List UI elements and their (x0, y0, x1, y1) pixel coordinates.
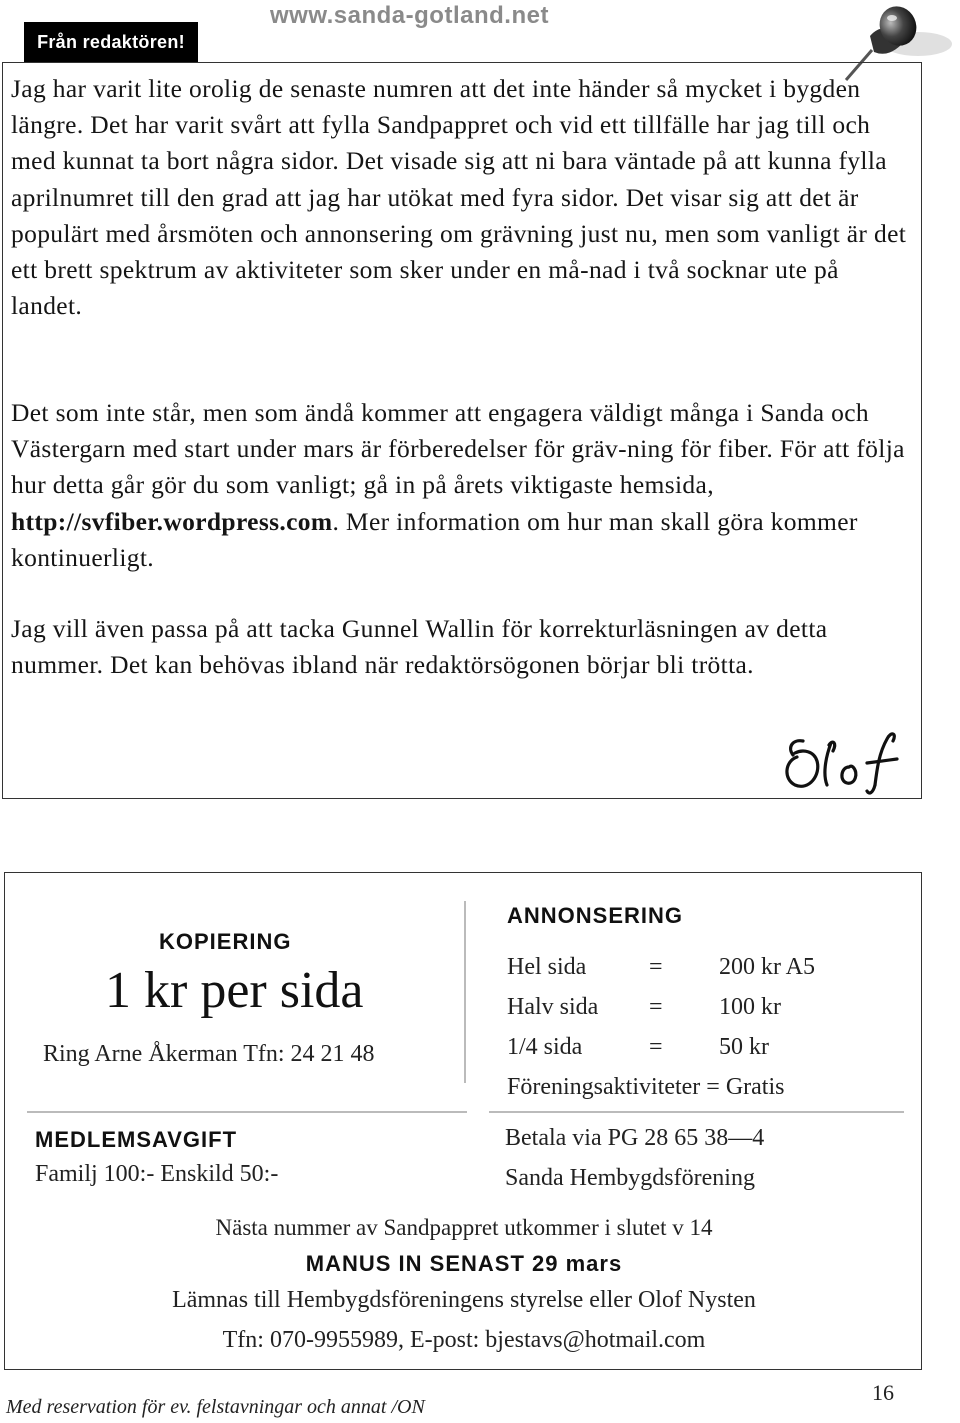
payment-account: Betala via PG 28 65 38—4 (505, 1125, 765, 1151)
medlemsavgift-fees: Familj 100:- Enskild 50:- (35, 1161, 279, 1187)
price-value: 50 kr (719, 1034, 769, 1060)
annonsering-heading: ANNONSERING (507, 903, 684, 928)
submit-to-text: Lämnas till Hembygdsföreningens styrelse eller Olof Nysten (172, 1287, 756, 1313)
price-equals: = (649, 994, 663, 1020)
price-item: Halv sida (507, 994, 599, 1020)
price-equals: = (649, 954, 663, 980)
payment-recipient: Sanda Hembygdsförening (505, 1165, 755, 1191)
medlemsavgift-heading: MEDLEMSAVGIFT (35, 1127, 238, 1152)
paragraph-text: . Mer information om hur man skall göra kommer kontinuerligt. (11, 506, 858, 572)
price-item: 1/4 sida (507, 1034, 583, 1060)
page-number: 16 (872, 1380, 894, 1405)
paragraph-text: Det som inte står, men som ändå kommer att engagera väldigt många i Sanda och Västergarn med start under mars är förberedelser för gräv-ning för fiber. För att följa hur detta går gör du som vanligt; gå in på årets viktigaste hemsida, (11, 398, 905, 500)
website-url[interactable]: www.sanda-gotland.net (270, 2, 549, 29)
horizontal-divider (489, 1111, 904, 1113)
kopiering-heading: KOPIERING (159, 929, 292, 954)
footer-note: Med reservation för ev. felstavningar och annat /ON (6, 1396, 425, 1418)
annonsering-extra: Föreningsaktiviteter = Gratis (507, 1074, 785, 1100)
kopiering-contact: Ring Arne Åkerman Tfn: 24 21 48 (43, 1041, 375, 1067)
price-value: 200 kr A5 (719, 954, 815, 980)
editorial-paragraph-2 (11, 395, 911, 576)
deadline-text: MANUS IN SENAST 29 mars (305, 1251, 623, 1276)
info-box (4, 872, 922, 1370)
section-badge: Från redaktören! (24, 22, 198, 62)
horizontal-divider (27, 1111, 467, 1113)
handwritten-signature (779, 723, 909, 795)
kopiering-price: 1 kr per sida (105, 962, 364, 1019)
next-issue-text: Nästa nummer av Sandpappret utkommer i slutet v 14 (215, 1215, 713, 1240)
svfiber-link[interactable]: http://svfiber.wordpress.com (11, 506, 333, 536)
price-equals: = (649, 1034, 663, 1060)
editorial-paragraph-3: Jag vill även passa på att tacka Gunnel Wallin för korrekturläsningen av detta nummer. Det kan behövas ibland när redaktörsögonen börjar bli trötta. (11, 614, 828, 680)
price-value: 100 kr (719, 994, 781, 1020)
vertical-divider (464, 901, 466, 1083)
price-item: Hel sida (507, 954, 587, 980)
contact-info: Tfn: 070-9955989, E-post: bjestavs@hotmail.com (222, 1327, 706, 1353)
editorial-box (2, 62, 922, 799)
editorial-paragraph-1: Jag har varit lite orolig de senaste numren att det inte händer så mycket i bygden längre. Det har varit svårt att fylla Sandpappret och vid ett tillfälle har jag till och med kunnat ta bort några sidor. Det visade sig att ni bara väntade på att kunna fylla aprilnumret till den grad att jag har utökat med fyra sidor. Det visar sig att det är populärt med årsmöten och annonsering om grävning just nu, men som vanligt är det ett brett spektrum av aktiviteter som sker under en må-nad i två socknar ute på landet. (11, 74, 907, 321)
